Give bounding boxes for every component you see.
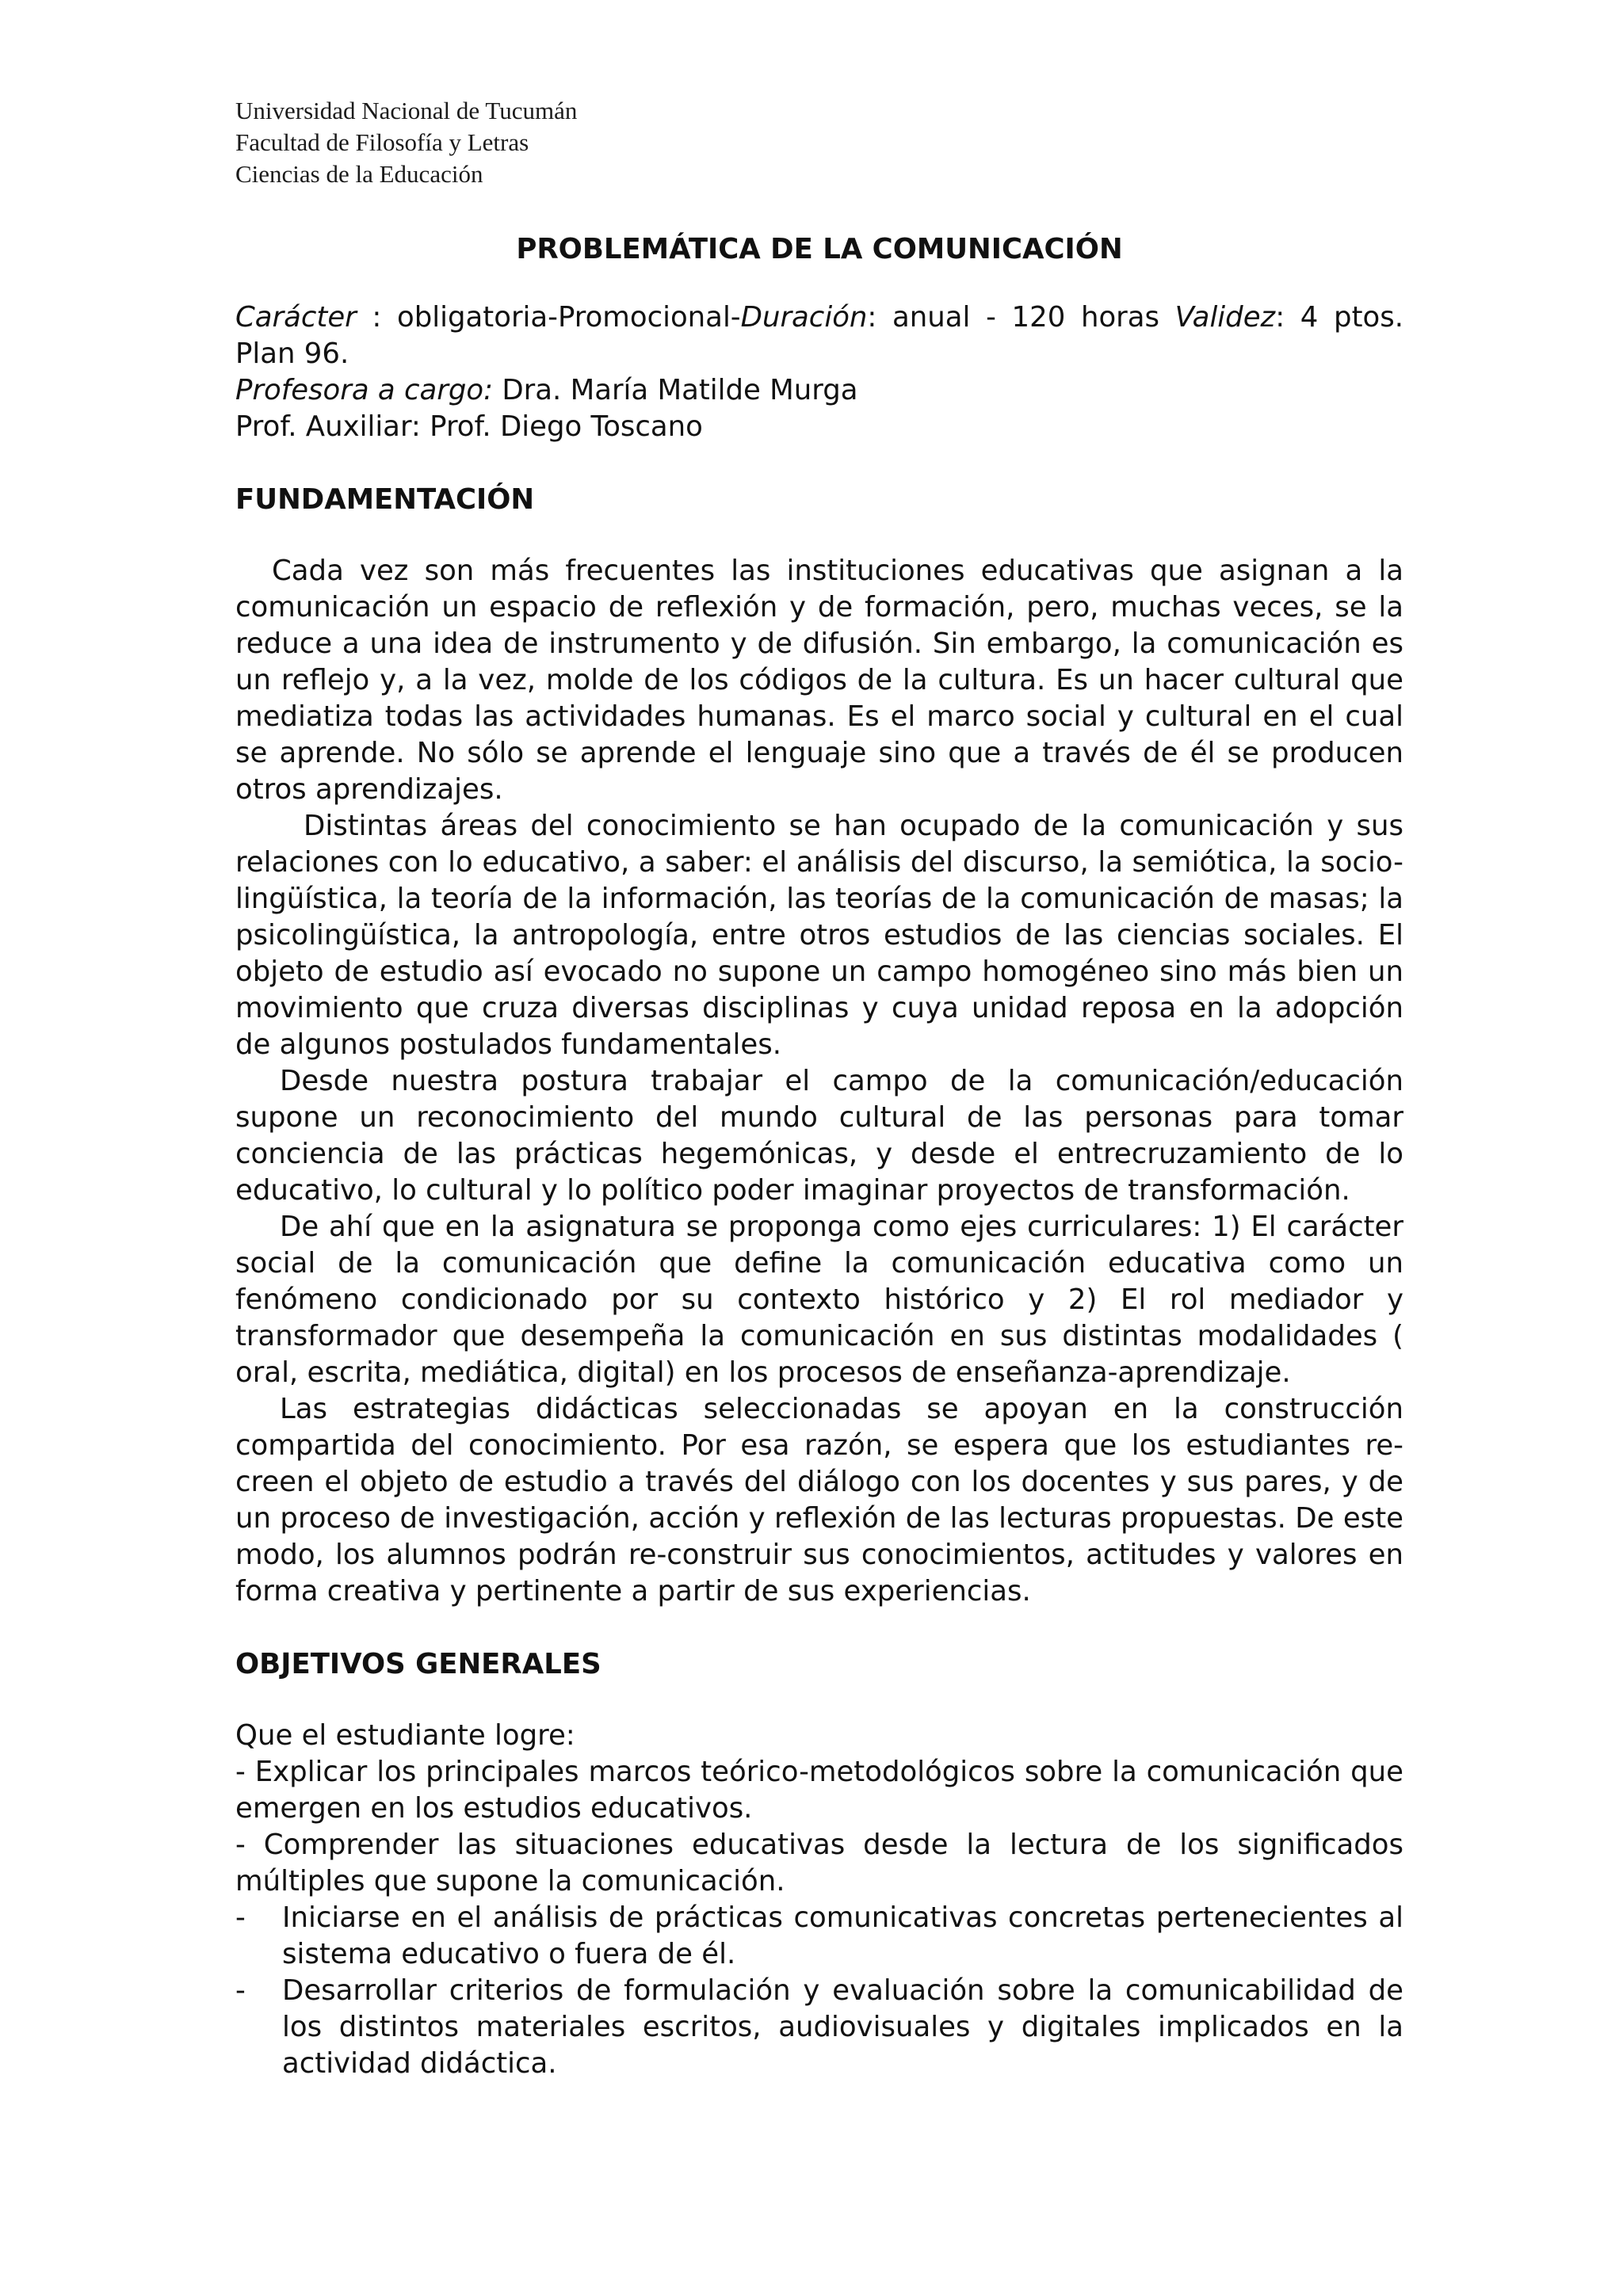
paragraph: Cada vez son más frecuentes las instituciones educativas que asignan a la comunicación un espacio de reflexión y de formación, pero, muchas veces, se la reduce a una idea de instrumento y de difusión. Sin embargo, la comunicación es un reflejo y, a la vez, molde de los códigos de la cultura. Es un hacer cultural que mediatiza todas las actividades humanas. Es el marco social y cultural en el cual se aprende. No sólo se aprende el lenguaje sino que a través de él se producen otros aprendizajes. [235, 555, 1403, 806]
document-title: PROBLEMÁTICA DE LA COMUNICACIÓN [516, 233, 1123, 265]
paragraph: Distintas áreas del conocimiento se han ocupado de la comunicación y sus relaciones con lo educativo, a saber: el análisis del discurso, la semiótica, la socio-lingüística, la teoría de la información, las teorías de la comunicación de masas; la psicolingüística, la antropología, entre otros estudios de las ciencias sociales. El objeto de estudio así evocado no supone un campo homogéneo sino más bien un movimiento que cruza diversas disciplinas y cuya unidad reposa en la adopción de algunos postulados fundamentales. [235, 810, 1403, 1061]
section-heading-fundamentacion: FUNDAMENTACIÓN [235, 483, 535, 516]
institution-department: Ciencias de la Educación [235, 160, 483, 188]
caracter-value: : obligatoria-Promocional- [356, 301, 741, 334]
auxiliar-label: Prof. Auxiliar: [235, 410, 421, 443]
objective-item-text: Iniciarse en el análisis de prácticas comunicativas concretas pertenecientes al sistema educativo o fuera de él. [282, 1901, 1403, 1970]
bullet-dash: - [235, 1974, 246, 2007]
paragraph: Las estrategias didácticas seleccionadas se apoyan en la construcción compartida del conocimiento. Por esa razón, se espera que los estudiantes re-creen el objeto de estudio a través del diálogo con los docentes y sus pares, y de un proceso de investigación, acción y reflexión de las lecturas propuestas. De este modo, los alumnos podrán re-construir sus conocimientos, actitudes y valores en forma creativa y pertinente a partir de sus experiencias. [235, 1393, 1403, 1608]
paragraph: Desde nuestra postura trabajar el campo de la comunicación/educación supone un reconocimiento del mundo cultural de las personas para tomar conciencia de las prácticas hegemónicas, y desde el entrecruzamiento de lo educativo, lo cultural y lo político poder imaginar proyectos de transformación. [235, 1065, 1403, 1207]
objective-item-text: Desarrollar criterios de formulación y evaluación sobre la comunicabilidad de los distintos materiales escritos, audiovisuales y digitales implicados en la actividad didáctica. [282, 1974, 1403, 2080]
caracter-label: Carácter [235, 301, 357, 334]
objective-item [235, 1900, 1403, 1973]
duracion-label: Duración [740, 301, 868, 334]
institution-university: Universidad Nacional de Tucumán [235, 97, 578, 124]
course-meta-assistant [235, 409, 1403, 445]
course-meta-professor [235, 372, 1403, 409]
bullet-dash: - [235, 1901, 246, 1934]
document-body [235, 231, 1403, 2082]
auxiliar-value: Prof. Diego Toscano [420, 410, 703, 443]
validez-value: : 4 ptos. Plan 96. [235, 301, 1403, 370]
institution-header [235, 95, 577, 190]
duracion-value: : anual - 120 horas [867, 301, 1175, 334]
profesora-value: Dra. María Matilde Murga [493, 374, 858, 406]
course-meta-character [235, 299, 1403, 372]
profesora-label: Profesora a cargo: [235, 374, 494, 406]
objectives-intro: Que el estudiante logre: [235, 1719, 575, 1752]
validez-label: Validez [1174, 301, 1276, 334]
paragraph: De ahí que en la asignatura se proponga como ejes curriculares: 1) El carácter social de la comunicación que define la comunicación educativa como un fenómeno condicionado por su contexto histórico y 2) El rol mediador y transformador que desempeña la comunicación en sus distintas modalidades ( oral, escrita, mediática, digital) en los procesos de enseñanza-aprendizaje. [235, 1211, 1403, 1389]
objective-item: - Explicar los principales marcos teórico-metodológicos sobre la comunicación que emergen en los estudios educativos. [235, 1756, 1403, 1825]
objective-item: - Comprender las situaciones educativas desde la lectura de los significados múltiples que supone la comunicación. [235, 1829, 1403, 1897]
section-heading-objetivos: OBJETIVOS GENERALES [235, 1648, 601, 1680]
institution-faculty: Facultad de Filosofía y Letras [235, 128, 529, 156]
objective-item [235, 1973, 1403, 2082]
